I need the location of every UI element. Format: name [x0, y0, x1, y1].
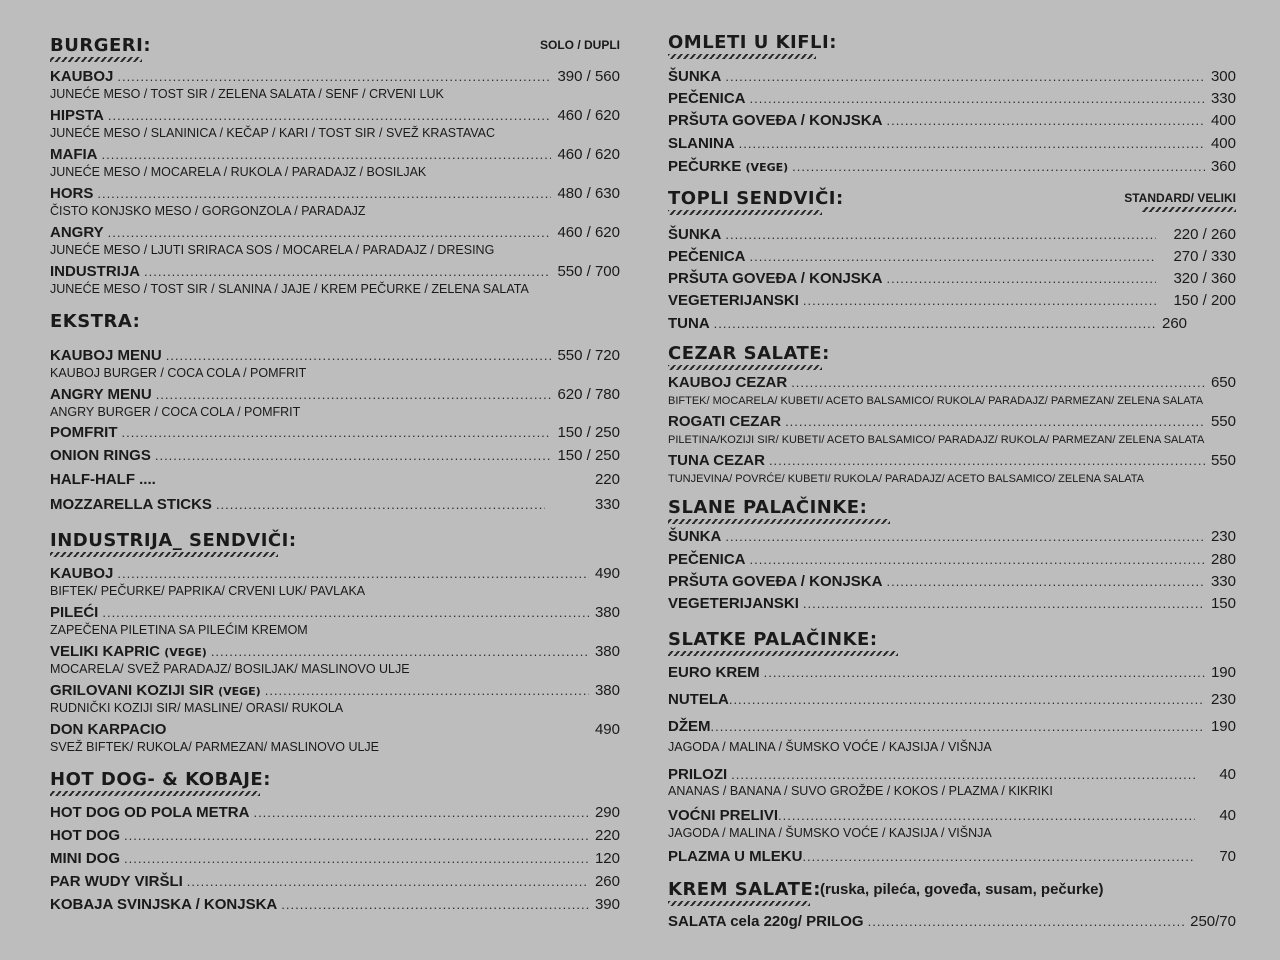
item-price: 550 / 700 — [557, 263, 620, 280]
leader-dots — [739, 136, 1205, 151]
leader-dots — [265, 683, 589, 698]
menu-item-industrija[interactable] — [50, 263, 620, 283]
item-name: KAUBOJ MENU — [50, 347, 162, 364]
item-price: 620 / 780 — [557, 386, 620, 403]
item-price: 220 / 260 — [1173, 226, 1236, 243]
leader-dots — [729, 692, 1205, 707]
leader-dots — [117, 566, 589, 581]
item-name: PRILOZI — [668, 766, 728, 783]
item-name: PEČENICA — [668, 248, 746, 265]
item-name: HOT DOG OD POLA METRA — [50, 804, 250, 821]
section-title: KREM SALATE: — [668, 879, 821, 900]
item-price: 390 — [594, 896, 620, 913]
item-price: 150 / 250 — [557, 447, 620, 464]
leader-dots — [731, 767, 1195, 782]
title-underline — [668, 519, 890, 524]
item-price: 250/70 — [1190, 913, 1236, 930]
menu-item-plazma-u-mleku[interactable] — [668, 848, 1236, 868]
item-name: KAUBOJ — [50, 68, 114, 85]
item-name: PEČENICA — [668, 90, 746, 107]
item-price: 150 — [1210, 595, 1236, 612]
item-description: ČISTO KONJSKO MESO / GORGONZOLA / PARADAJZ — [50, 204, 366, 218]
section-slatke-palacinke — [668, 630, 1236, 660]
section-krem-salate — [668, 880, 1236, 910]
leader-dots — [124, 851, 589, 866]
menu-item-mafia[interactable] — [50, 146, 620, 166]
menu-item-kauboj-menu[interactable] — [50, 347, 620, 367]
menu-item-mini-dog[interactable] — [50, 850, 620, 870]
item-name-text: GRILOVANI KOZIJI SIR — [50, 682, 214, 699]
item-name: EURO KREM — [668, 664, 760, 681]
item-description: BIFTEK/ MOCARELA/ KUBETI/ ACETO BALSAMICO/ RUKOLA/ PARADAJZ/ PARMEZAN/ ZELENA SALATA — [668, 395, 1204, 407]
item-price: 490 — [594, 721, 620, 738]
menu-item-hot-dog-pola-metra[interactable] — [50, 804, 620, 824]
leader-dots — [166, 348, 552, 363]
section-ekstra — [50, 312, 620, 342]
menu-item-slane-prsuta[interactable] — [668, 573, 1236, 593]
item-description: MOCARELA/ SVEŽ PARADAJZ/ BOSILJAK/ MASLINOVO ULJE — [50, 662, 410, 676]
item-name: DŽEM — [668, 718, 711, 735]
leader-dots — [769, 453, 1205, 468]
item-price: 220 — [594, 827, 620, 844]
item-price: 380 — [594, 682, 620, 699]
leader-dots — [253, 805, 589, 820]
menu-item-topli-tuna[interactable] — [668, 315, 1236, 335]
item-name: PLAZMA U MLEKU — [668, 848, 803, 865]
note-underline — [1142, 207, 1236, 212]
section-title: OMLETI U KIFLI: — [668, 32, 837, 53]
vege-tag: (VEGE) — [745, 161, 789, 174]
item-price: 260 — [1162, 315, 1188, 332]
item-description: SVEŽ BIFTEK/ RUKOLA/ PARMEZAN/ MASLINOVO ULJE — [50, 740, 380, 754]
item-name: ANGRY MENU — [50, 386, 152, 403]
item-name: PAR WUDY VIRŠLI — [50, 873, 183, 890]
item-price: 40 — [1219, 766, 1236, 783]
item-price: 400 — [1210, 135, 1236, 152]
menu-item-omlet-pecenica[interactable] — [668, 90, 1236, 110]
item-price: 490 — [594, 565, 620, 582]
menu-item-pileci[interactable] — [50, 604, 620, 624]
item-name: TUNA CEZAR — [668, 452, 765, 469]
item-price: 330 — [1210, 90, 1236, 107]
leader-dots — [124, 828, 589, 843]
section-title: HOT DOG- & KOBAJE: — [50, 769, 271, 790]
menu-item-grilovani-koziji-sir[interactable] — [50, 682, 620, 702]
item-name: DON KARPACIO — [50, 721, 167, 738]
item-price: 230 — [1210, 528, 1236, 545]
item-price: 190 — [1210, 664, 1236, 681]
menu-item-omlet-slanina[interactable] — [668, 135, 1236, 155]
item-price: 280 — [1210, 551, 1236, 568]
menu-item-topli-sunka[interactable] — [668, 226, 1236, 246]
item-description: JUNEĆE MESO / SLANINICA / KEČAP / KARI / TOST SIR / SVEŽ KRASTAVAC — [50, 126, 496, 140]
leader-dots — [725, 69, 1205, 84]
section-slane-palacinke — [668, 498, 1236, 528]
menu-item-slane-sunka[interactable] — [668, 528, 1236, 548]
leader-dots — [102, 147, 552, 162]
menu-item-topli-vegeterijanski[interactable] — [668, 292, 1236, 312]
leader-dots — [97, 186, 551, 201]
item-price: 120 — [594, 850, 620, 867]
item-name: KOBAJA SVINJSKA / KONJSKA — [50, 896, 278, 913]
leader-dots — [750, 552, 1205, 567]
item-description: JUNEĆE MESO / TOST SIR / ZELENA SALATA / SENF / CRVENI LUK — [50, 87, 444, 101]
menu-item-euro-krem[interactable] — [668, 664, 1236, 684]
menu-item-onion-rings[interactable] — [50, 447, 620, 467]
leader-dots — [778, 808, 1195, 823]
vege-tag: (VEGE) — [218, 685, 261, 698]
item-price: 550 — [1210, 413, 1236, 430]
section-title: BURGERI: — [50, 35, 152, 56]
leader-dots — [108, 108, 552, 123]
item-name: TUNA — [668, 315, 710, 332]
menu-item-half-half[interactable] — [50, 471, 620, 491]
leader-dots — [802, 849, 1195, 864]
menu-item-angry[interactable] — [50, 224, 620, 244]
item-price: 330 — [1210, 573, 1236, 590]
title-underline — [50, 57, 142, 62]
leader-dots — [785, 414, 1205, 429]
item-price: 270 / 330 — [1173, 248, 1236, 265]
item-name: HOT DOG — [50, 827, 120, 844]
menu-item-slane-pecenica[interactable] — [668, 551, 1236, 571]
leader-dots — [725, 529, 1205, 544]
price-columns-note: STANDARD/ VELIKI — [1124, 191, 1236, 205]
item-name: HORS — [50, 185, 94, 202]
item-name: PRŠUTA GOVEĐA / KONJSKA — [668, 270, 883, 287]
leader-dots — [868, 914, 1185, 929]
item-price: 40 — [1219, 807, 1236, 824]
menu-item-topli-pecenica[interactable] — [668, 248, 1236, 268]
menu-item-kobaja[interactable] — [50, 896, 620, 916]
price-columns-note: SOLO / DUPLI — [539, 38, 620, 52]
leader-dots — [714, 316, 1156, 331]
menu-item-prilozi[interactable] — [668, 766, 1236, 786]
item-name: ŠUNKA — [668, 68, 722, 85]
menu-item-omlet-pecurke[interactable] — [668, 158, 1236, 178]
item-description: JAGODA / MALINA / ŠUMSKO VOĆE / KAJSIJA / VIŠNJA — [668, 740, 992, 754]
item-price: 380 — [594, 643, 620, 660]
menu-item-dzem[interactable] — [668, 718, 1236, 738]
item-price: 190 — [1210, 718, 1236, 735]
menu-column-right — [668, 0, 1236, 960]
item-name: MINI DOG — [50, 850, 120, 867]
leader-dots — [211, 644, 589, 659]
item-price: 480 / 630 — [557, 185, 620, 202]
title-underline — [668, 901, 810, 906]
item-price: 550 / 720 — [557, 347, 620, 364]
item-price: 220 — [594, 471, 620, 488]
krem-salate-varieties: (ruska, pileća, goveđa, susam, pečurke) — [820, 881, 1104, 898]
leader-dots — [803, 596, 1205, 611]
item-description: JAGODA / MALINA / ŠUMSKO VOĆE / KAJSIJA / VIŠNJA — [668, 826, 992, 840]
menu-item-don-karpacio[interactable] — [50, 721, 620, 741]
item-description: BIFTEK/ PEČURKE/ PAPRIKA/ CRVENI LUK/ PAVLAKA — [50, 584, 366, 598]
menu-item-hors[interactable] — [50, 185, 620, 205]
menu-item-slane-vegeterijanski[interactable] — [668, 595, 1236, 615]
item-price: 230 — [1210, 691, 1236, 708]
title-underline — [668, 210, 822, 215]
item-name: HALF-HALF .... — [50, 471, 156, 488]
title-underline — [50, 791, 260, 796]
item-name-text: VELIKI KAPRIC — [50, 643, 161, 660]
item-price: 460 / 620 — [557, 107, 620, 124]
menu-item-nutela[interactable] — [668, 691, 1236, 711]
menu-item-veliki-kapric[interactable] — [50, 643, 620, 663]
item-name: MAFIA — [50, 146, 98, 163]
menu-item-pomfrit[interactable] — [50, 424, 620, 444]
leader-dots — [156, 387, 552, 402]
leader-dots — [803, 293, 1156, 308]
item-description: JUNEĆE MESO / LJUTI SRIRACA SOS / MOCARELA / PARADAJZ / DRESING — [50, 243, 495, 257]
section-industrija-sendvici — [50, 531, 620, 561]
leader-dots — [886, 574, 1205, 589]
item-price: 300 — [1210, 68, 1236, 85]
item-price: 390 / 560 — [557, 68, 620, 85]
item-description: ANANAS / BANANA / SUVO GROŽĐE / KOKOS / PLAZMA / KIKRIKI — [668, 784, 1053, 798]
item-name: VOĆNI PRELIVI — [668, 807, 779, 824]
menu-item-omlet-sunka[interactable] — [668, 68, 1236, 88]
title-underline — [668, 365, 822, 370]
item-name — [668, 158, 788, 175]
leader-dots — [102, 605, 589, 620]
leader-dots — [886, 271, 1156, 286]
item-name: PEČENICA — [668, 551, 746, 568]
item-name: ONION RINGS — [50, 447, 151, 464]
item-price: 150 / 250 — [557, 424, 620, 441]
item-price: 320 / 360 — [1173, 270, 1236, 287]
item-name: PRŠUTA GOVEĐA / KONJSKA — [668, 573, 883, 590]
item-price: 290 — [594, 804, 620, 821]
leader-dots — [886, 113, 1205, 128]
item-price: 70 — [1219, 848, 1236, 865]
title-underline — [668, 651, 898, 656]
menu-item-kauboj-cezar[interactable] — [668, 374, 1236, 394]
title-underline — [50, 552, 278, 557]
item-name: POMFRIT — [50, 424, 118, 441]
title-underline — [668, 54, 816, 59]
item-price: 360 — [1210, 158, 1236, 175]
item-name: KAUBOJ CEZAR — [668, 374, 788, 391]
item-price: 650 — [1210, 374, 1236, 391]
menu-item-vocni-prelivi[interactable] — [668, 807, 1236, 827]
section-burgeri — [50, 36, 620, 66]
menu-item-hipsta[interactable] — [50, 107, 620, 127]
item-price: 550 — [1210, 452, 1236, 469]
item-name — [50, 682, 261, 699]
item-description: ANGRY BURGER / COCA COLA / POMFRIT — [50, 405, 301, 419]
menu-item-rogati-cezar[interactable] — [668, 413, 1236, 433]
leader-dots — [155, 448, 552, 463]
leader-dots — [122, 425, 552, 440]
item-name: SALATA cela 220g/ PRILOG — [668, 913, 864, 930]
vege-tag: (VEGE) — [164, 646, 207, 659]
leader-dots — [187, 874, 589, 889]
leader-dots — [791, 375, 1205, 390]
leader-dots — [750, 91, 1205, 106]
item-price: 150 / 200 — [1173, 292, 1236, 309]
item-name: PRŠUTA GOVEĐA / KONJSKA — [668, 112, 883, 129]
leader-dots — [281, 897, 589, 912]
leader-dots — [108, 225, 552, 240]
item-price: 400 — [1210, 112, 1236, 129]
item-price: 260 — [594, 873, 620, 890]
item-description: JUNEĆE MESO / TOST SIR / SLANINA / JAJE / KREM PEČURKE / ZELENA SALATA — [50, 282, 529, 296]
item-name: PILEĆI — [50, 604, 99, 621]
item-name: NUTELA — [668, 691, 729, 708]
section-title: INDUSTRIJA_ SENDVIČI: — [50, 530, 297, 551]
menu-item-mozzarella-sticks[interactable] — [50, 496, 620, 516]
item-name: MOZZARELLA STICKS — [50, 496, 212, 513]
section-cezar-salate — [668, 344, 1236, 374]
item-name: ŠUNKA — [668, 226, 722, 243]
menu-item-kauboj-sendvic[interactable] — [50, 565, 620, 585]
menu-column-left — [50, 0, 620, 960]
leader-dots — [144, 264, 551, 279]
item-name-text: PEČURKE — [668, 158, 742, 175]
leader-dots — [764, 665, 1205, 680]
leader-dots — [792, 159, 1205, 174]
item-name: SLANINA — [668, 135, 735, 152]
section-title: CEZAR SALATE: — [668, 343, 830, 364]
item-name: ANGRY — [50, 224, 104, 241]
item-name: ŠUNKA — [668, 528, 722, 545]
menu-item-topli-prsuta[interactable] — [668, 270, 1236, 290]
item-name: ROGATI CEZAR — [668, 413, 782, 430]
menu-item-par-wudy-virsli[interactable] — [50, 873, 620, 893]
item-name: VEGETERIJANSKI — [668, 292, 799, 309]
section-title: SLATKE PALAČINKE: — [668, 629, 878, 650]
menu-item-tuna-cezar[interactable] — [668, 452, 1236, 472]
section-title: EKSTRA: — [50, 311, 141, 332]
leader-dots — [216, 497, 545, 512]
section-title: SLANE PALAČINKE: — [668, 497, 868, 518]
section-topli-sendvici — [668, 189, 1236, 219]
section-title: TOPLI SENDVIČI: — [668, 188, 844, 209]
item-name: VEGETERIJANSKI — [668, 595, 799, 612]
item-description: RUDNIČKI KOZIJI SIR/ MASLINE/ ORASI/ RUKOLA — [50, 701, 344, 715]
item-price: 330 — [594, 496, 620, 513]
leader-dots — [711, 719, 1205, 734]
menu-item-omlet-prsuta[interactable] — [668, 112, 1236, 132]
section-omleti — [668, 33, 1236, 63]
leader-dots — [750, 249, 1156, 264]
item-description: ZAPEČENA PILETINA SA PILEĆIM KREMOM — [50, 623, 308, 637]
item-price: 460 / 620 — [557, 146, 620, 163]
item-name: KAUBOJ — [50, 565, 114, 582]
menu-item-angry-menu[interactable] — [50, 386, 620, 406]
item-name — [50, 643, 207, 660]
item-price: 460 / 620 — [557, 224, 620, 241]
item-description: TUNJEVINA/ POVRĆE/ KUBETI/ RUKOLA/ PARADAJZ/ ACETO BALSAMICO/ ZELENA SALATA — [668, 473, 1144, 485]
item-description: KAUBOJ BURGER / COCA COLA / POMFRIT — [50, 366, 307, 380]
item-description: PILETINA/KOZIJI SIR/ KUBETI/ ACETO BALSAMICO/ PARADAJZ/ RUKOLA/ PARMEZAN/ ZELENA SALATA — [668, 434, 1205, 446]
item-name: INDUSTRIJA — [50, 263, 141, 280]
menu-item-salata-cela[interactable] — [668, 913, 1236, 933]
leader-dots — [117, 69, 551, 84]
item-description: JUNEĆE MESO / MOCARELA / RUKOLA / PARADAJZ / BOSILJAK — [50, 165, 427, 179]
item-price: 380 — [594, 604, 620, 621]
menu-item-hot-dog[interactable] — [50, 827, 620, 847]
menu-item-kauboj[interactable] — [50, 68, 620, 88]
section-hot-dog — [50, 770, 620, 800]
leader-dots — [725, 227, 1156, 242]
item-name: HIPSTA — [50, 107, 104, 124]
